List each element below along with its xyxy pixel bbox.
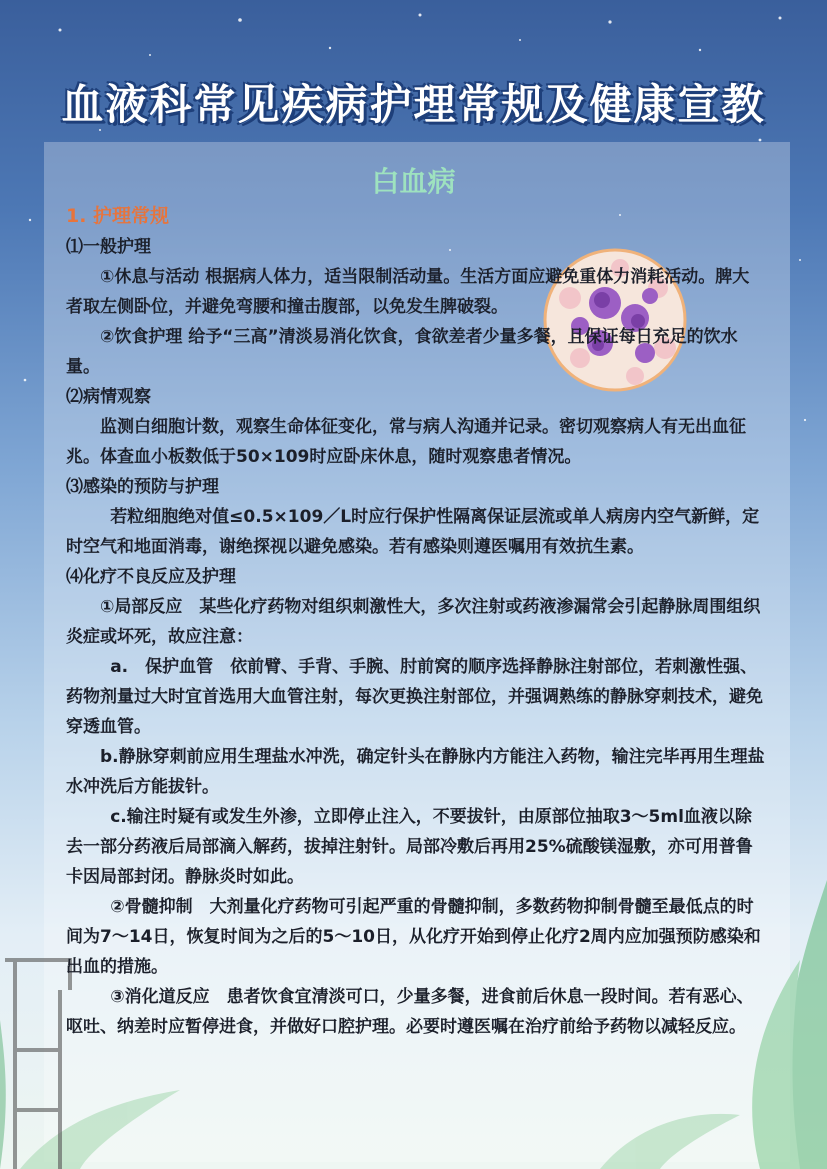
paragraph: ③消化道反应 患者饮食宜清淡可口，少量多餐，进食前后休息一段时间。若有恶心、呕吐、纳差时应暂停进食，并做好口腔护理。必要时遵医嘱在治疗前给予药物以减轻反应。 <box>66 987 754 1037</box>
paragraph: 监测白细胞计数，观察生命体征变化，常与病人沟通并记录。密切观察病人有无出血征兆。体查血小板数低于50×109时应卧床休息，随时观察患者情况。 <box>66 417 746 467</box>
paragraph: a. 保护血管 依前臂、手背、手腕、肘前窝的顺序选择静脉注射部位，若刺激性强、药物剂量过大时宜首选用大血管注射，每次更换注射部位，并强调熟练的静脉穿刺技术，避免穿透血管。 <box>66 657 763 737</box>
subsection-heading: ⑴一般护理 <box>66 237 151 257</box>
subtitle: 白血病 <box>371 165 456 198</box>
paragraph: b.静脉穿刺前应用生理盐水冲洗，确定针头在静脉内方能注入药物，输注完毕再用生理盐水冲洗后方能拔针。 <box>66 747 765 797</box>
paragraph: 若粒细胞绝对值≤0.5×109／L时应行保护性隔离保证层流或单人病房内空气新鲜，定时空气和地面消毒，谢绝探视以避免感染。若有感染则遵医嘱用有效抗生素。 <box>66 507 760 557</box>
paragraph: ②骨髓抑制 大剂量化疗药物可引起严重的骨髓抑制，多数药物抑制骨髓至最低点的时间为7～14日，恢复时间为之后的5～10日，从化疗开始到停止化疗2周内应加强预防感染和出血的措施。 <box>66 897 761 977</box>
section-heading: 1. 护理常规 <box>66 205 170 227</box>
subsection-heading: ⑶感染的预防与护理 <box>66 477 219 497</box>
paragraph: ①休息与活动 根据病人体力，适当限制活动量。生活方面应避免重体力消耗活动。脾大者取左侧卧位，并避免弯腰和撞击腹部，以免发生脾破裂。 <box>66 267 750 317</box>
subsection-heading: ⑷化疗不良反应及护理 <box>66 567 236 587</box>
paragraph: c.输注时疑有或发生外渗，立即停止注入，不要拔针，由原部位抽取3～5ml血液以除去一部分药液后局部滴入解药，拔掉注射针。局部冷敷后再用25%硫酸镁湿敷，亦可用普鲁卡因局部封闭。静脉炎时如此。 <box>66 807 753 887</box>
paragraph: ②饮食护理 给予“三高”清淡易消化饮食，食欲差者少量多餐，且保证每日充足的饮水量。 <box>66 327 738 377</box>
subsection-heading: ⑵病情观察 <box>66 387 151 407</box>
page-title: 血液科常见疾病护理常规及健康宣教 <box>61 80 766 129</box>
document-body <box>66 200 766 1042</box>
paragraph: ①局部反应 某些化疗药物对组织刺激性大，多次注射或药液渗漏常会引起静脉周围组织炎症或坏死，故应注意： <box>66 597 761 647</box>
